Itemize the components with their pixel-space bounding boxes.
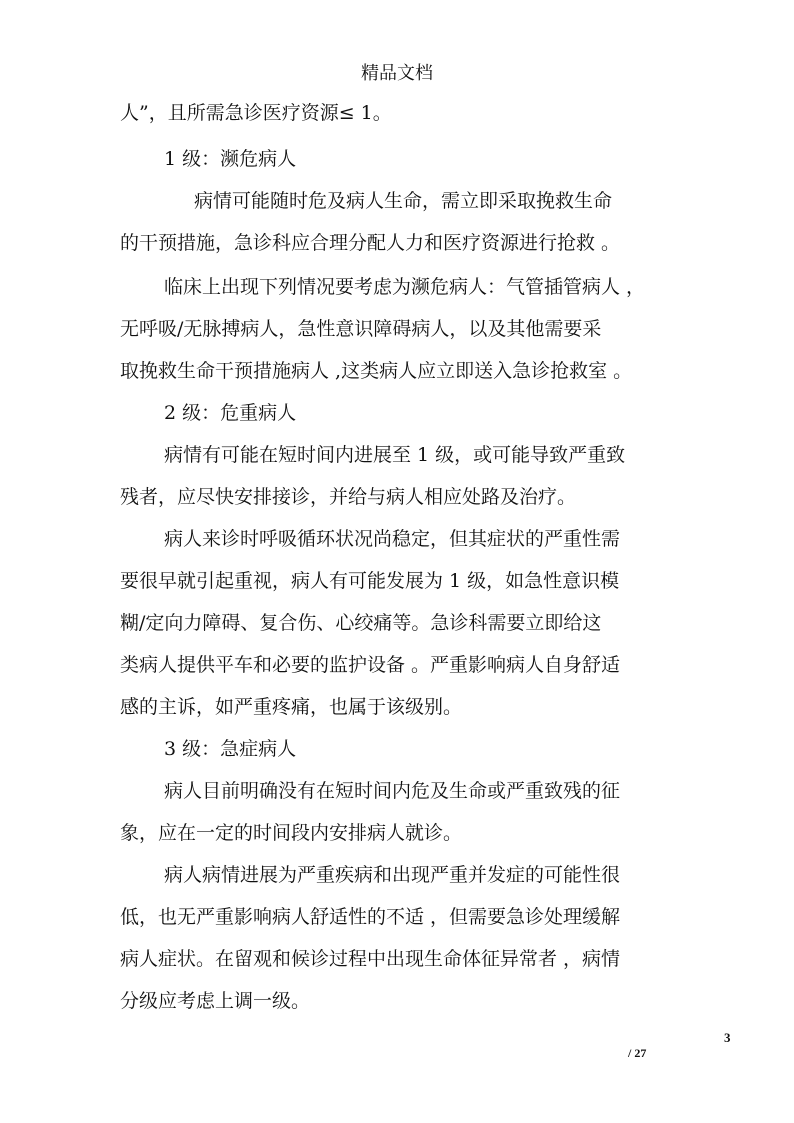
text-line: 人”，且所需急诊医疗资源≤ 1。	[120, 102, 392, 124]
text-line: 感的主诉，如严重疼痛，也属于该级别。	[120, 696, 463, 718]
text-line: 的干预措施，急诊科应合理分配人力和医疗资源进行抢救 。	[120, 232, 621, 254]
page-total: / 27	[628, 1046, 647, 1060]
text-line: 要很早就引起重视，病人有可能发展为 1 级，如急性意识模	[120, 570, 620, 592]
text-line: 病人目前明确没有在短时间内危及生命或严重致残的征	[164, 780, 621, 802]
text-line: 取挽救生命干预措施病人 ,这类病人应立即送入急诊抢救室 。	[120, 360, 633, 382]
text-line: 分级应考虑上调一级。	[120, 990, 311, 1012]
text-line: 象，应在一定的时间段内安排病人就诊。	[120, 822, 463, 844]
text-line: 无呼吸/无脉搏病人，急性意识障碍病人，以及其他需要采	[120, 318, 602, 340]
text-line: 类病人提供平车和必要的监护设备 。严重影响病人自身舒适	[120, 654, 621, 676]
text-line: 低，也无严重影响病人舒适性的不适 ，但需要急诊处理缓解	[120, 906, 621, 928]
section-heading-level-1: 1 级：濒危病人	[164, 148, 297, 170]
page-header-title: 精品文档	[361, 63, 433, 84]
text-line: 临床上出现下列情况要考虑为濒危病人：气管插管病人 ，	[164, 276, 646, 298]
text-line: 病人病情进展为严重疾病和出现严重并发症的可能性很	[164, 864, 621, 886]
text-line: 糊/定向力障碍、复合伤、心绞痛等。急诊科需要立即给这	[120, 612, 602, 634]
text-line: 病情可能随时危及病人生命，需立即采取挽救生命	[194, 190, 613, 212]
text-line: 病人症状。在留观和候诊过程中出现生命体征异常者 ，病情	[120, 948, 621, 970]
page-number: 3	[724, 1030, 731, 1045]
text-line: 病情有可能在短时间内进展至 1 级，或可能导致严重致	[164, 444, 626, 466]
section-heading-level-3: 3 级：急症病人	[164, 738, 297, 760]
section-heading-level-2: 2 级：危重病人	[164, 402, 297, 424]
text-line: 病人来诊时呼吸循环状况尚稳定，但其症状的严重性需	[164, 528, 621, 550]
text-line: 残者，应尽快安排接诊，并给与病人相应处路及治疗。	[120, 486, 577, 508]
